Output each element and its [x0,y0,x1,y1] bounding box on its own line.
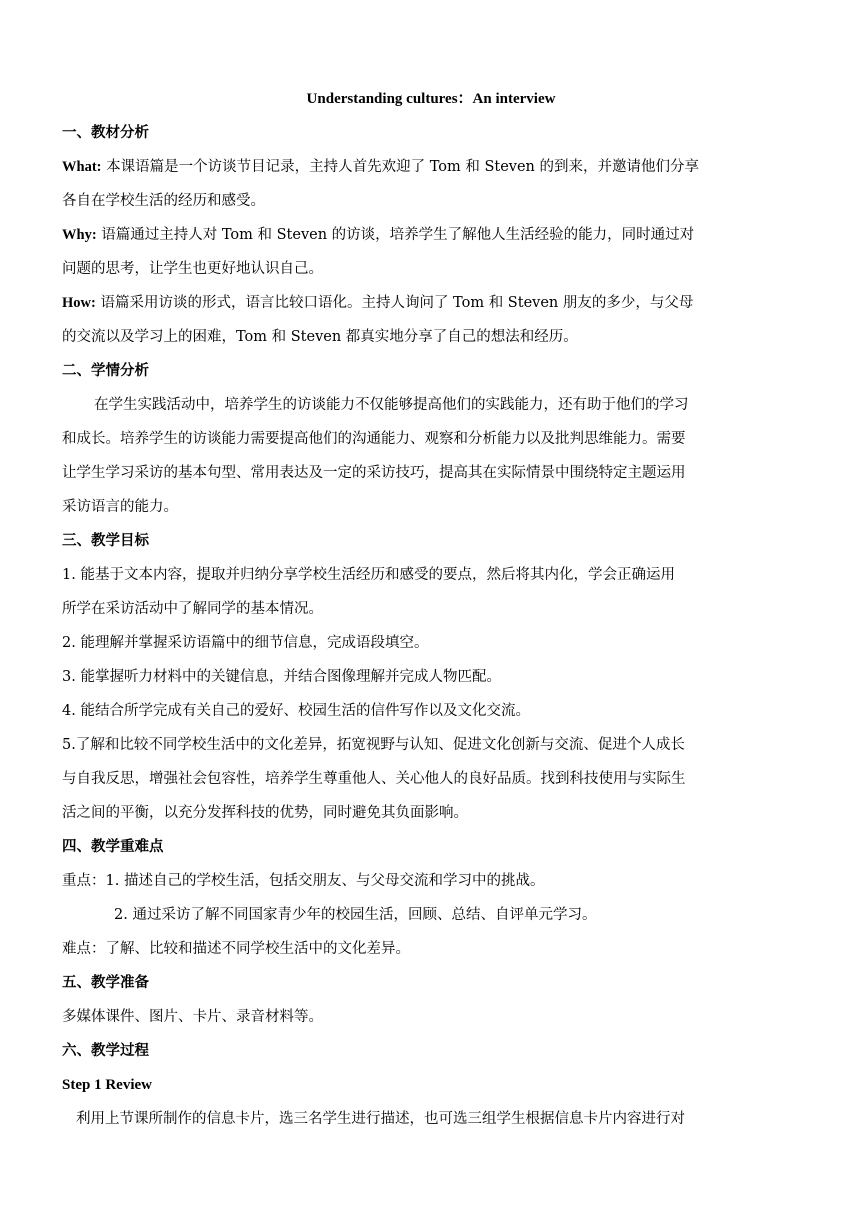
what-paragraph-line-2: 各自在学校生活的经历和感受。 [62,193,265,209]
how-text-1: 语篇采用访谈的形式，语言比较口语化。主持人询问了 Tom 和 Steven 朋友的多少，与父母 [95,295,694,311]
learner-paragraph-line-2: 和成长。培养学生的访谈能力需要提高他们的沟通能力、观察和分析能力以及批判思维能力。需要 [62,431,686,447]
goal-1-line-2: 所学在采访活动中了解同学的基本情况。 [62,601,323,617]
goal-5-line-2: 与自我反思，增强社会包容性，培养学生尊重他人、关心他人的良好品质。找到科技使用与实际生 [62,771,686,787]
section-heading-learner-analysis: 二、学情分析 [62,362,149,379]
goal-5-line-1: 5.了解和比较不同学校生活中的文化差异，拓宽视野与认知、促进文化创新与交流、促进个人成长 [62,737,685,753]
goal-4: 4. 能结合所学完成有关自己的爱好、校园生活的信件写作以及文化交流。 [62,703,530,719]
step-1-paragraph-line-1: 利用上节课所制作的信息卡片，选三名学生进行描述，也可选三组学生根据信息卡片内容进行对 [76,1111,685,1127]
why-label: Why: [62,227,97,243]
document-title: Understanding cultures：An interview [306,91,556,107]
what-label: What: [62,159,102,175]
key-point-1: 重点：1. 描述自己的学校生活，包括交朋友、与父母交流和学习中的挑战。 [62,873,545,889]
learner-paragraph-line-4: 采访语言的能力。 [62,499,178,515]
learner-paragraph-line-1: 在学生实践活动中，培养学生的访谈能力不仅能够提高他们的实践能力，还有助于他们的学习 [94,397,689,413]
section-heading-teaching-goals: 三、教学目标 [62,532,149,549]
goal-1-line-1: 1. 能基于文本内容，提取并归纳分享学校生活经历和感受的要点，然后将其内化，学会正确运用 [62,567,675,583]
section-heading-key-points: 四、教学重难点 [62,838,164,855]
section-heading-preparation: 五、教学准备 [62,974,149,991]
section-heading-teaching-process: 六、教学过程 [62,1042,149,1059]
how-paragraph-line-2: 的交流以及学习上的困难，Tom 和 Steven 都真实地分享了自己的想法和经历。 [62,329,578,345]
step-1-title: Step 1 Review [62,1077,152,1093]
why-paragraph-line-1 [62,224,800,246]
goal-5-line-3: 活之间的平衡，以充分发挥科技的优势，同时避免其负面影响。 [62,805,468,821]
why-paragraph-line-2: 问题的思考，让学生也更好地认识自己。 [62,261,323,277]
goal-2: 2. 能理解并掌握采访语篇中的细节信息，完成语段填空。 [62,635,429,651]
goal-3: 3. 能掌握听力材料中的关键信息，并结合图像理解并完成人物匹配。 [62,669,501,685]
what-paragraph-line-1 [62,156,800,178]
key-point-2: 2. 通过采访了解不同国家青少年的校园生活，回顾、总结、自评单元学习。 [114,907,597,923]
how-paragraph-line-1 [62,292,800,314]
section-heading-textbook-analysis: 一、教材分析 [62,124,149,141]
preparation-text: 多媒体课件、图片、卡片、录音材料等。 [62,1009,323,1025]
difficult-point: 难点：了解、比较和描述不同学校生活中的文化差异。 [62,941,410,957]
what-text-1: 本课语篇是一个访谈节目记录，主持人首先欢迎了 Tom 和 Steven 的到来，并邀请他们分享 [101,159,700,175]
how-label: How: [62,295,96,311]
why-text-1: 语篇通过主持人对 Tom 和 Steven 的访谈，培养学生了解他人生活经验的能力，同时通过对 [96,227,695,243]
learner-paragraph-line-3: 让学生学习采访的基本句型、常用表达及一定的采访技巧，提高其在实际情景中围绕特定主题运用 [62,465,686,481]
document-body [62,88,800,1142]
